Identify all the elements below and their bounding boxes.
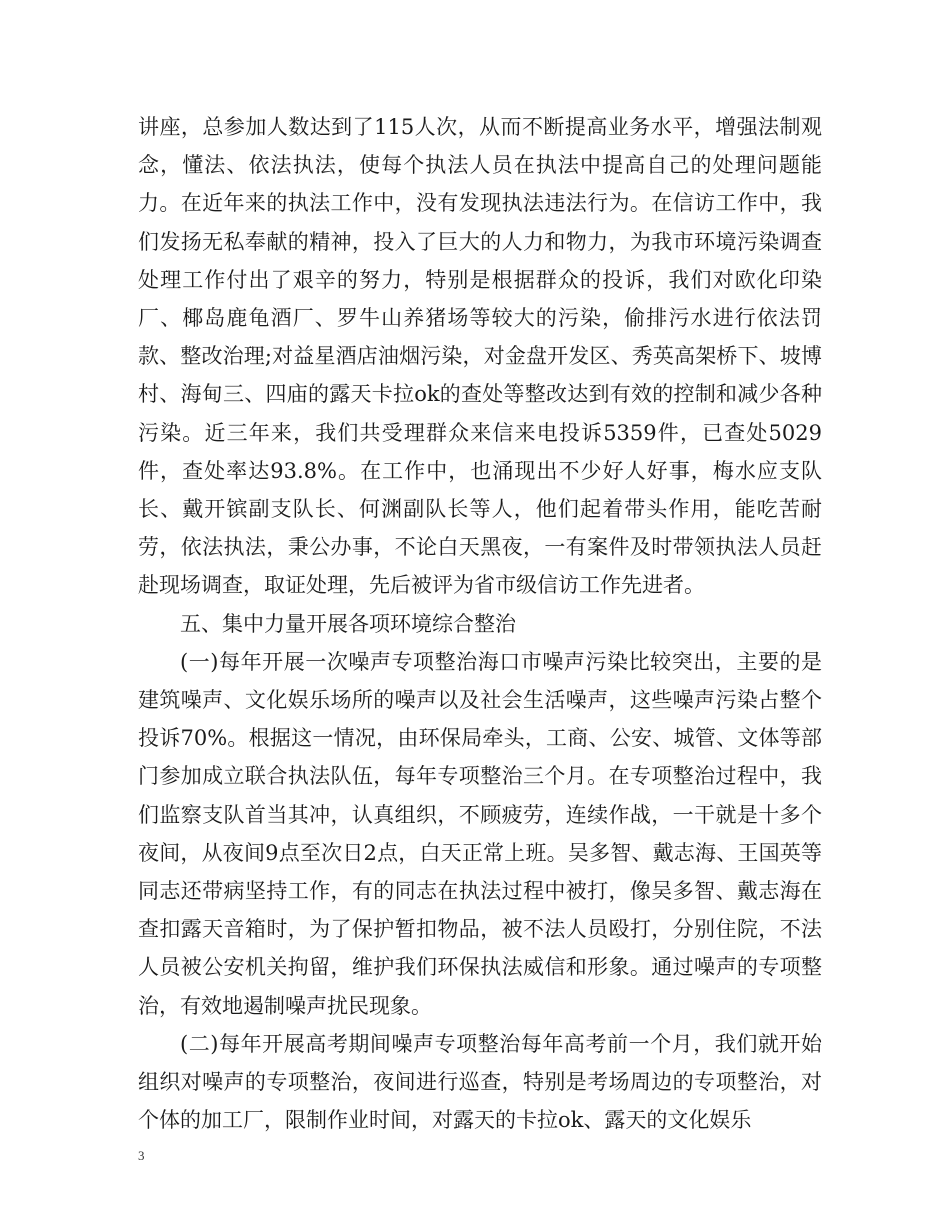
section-heading: 五、集中力量开展各项环境综合整治 (180, 611, 516, 636)
page-number: 3 (138, 1148, 145, 1163)
paragraph-continuation: 讲座，总参加人数达到了115人次，从而不断提高业务水平，增强法制观念，懂法、依法执法，使每个执法人员在执法中提高自己的处理问题能力。在近年来的执法工作中，没有发现执法违法行为。在信访工作中，我们发扬无私奉献的精神，投入了巨大的人力和物力，为我市环境污染调查处理工作付出了艰辛的努力，特别是根据群众的投诉，我们对欧化印染厂、椰岛鹿龟酒厂、罗牛山养猪场等较大的污染，偷排污水进行依法罚款、整改治理;对益星酒店油烟污染，对金盘开发区、秀英高架桥下、坡博村、海甸三、四庙的露天卡拉ok的查处等整改达到有效的控制和减少各种污染。近三年来，我们共受理群众来信来电投诉5359件，已查处5029件，查处率达93.8%。在工作中，也涌现出不少好人好事，梅水应支队长、戴开镔副支队长、何渊副队长等人，他们起着带头作用，能吃苦耐劳，依法执法，秉公办事，不论白天黑夜，一有案件及时带领执法人员赶赴现场调查，取证处理，先后被评为省市级信访工作先进者。 (138, 115, 822, 598)
document-body (138, 108, 822, 1139)
paragraph-item-1: (一)每年开展一次噪声专项整治海口市噪声污染比较突出，主要的是建筑噪声、文化娱乐场所的噪声以及社会生活噪声，这些噪声污染占整个投诉70%。根据这一情况，由环保局牵头，工商、公安、城管、文体等部门参加成立联合执法队伍，每年专项整治三个月。在专项整治过程中，我们监察支队首当其冲，认真组织，不顾疲劳，连续作战，一干就是十多个夜间，从夜间9点至次日2点，白天正常上班。吴多智、戴志海、王国英等同志还带病坚持工作，有的同志在执法过程中被打，像吴多智、戴志海在查扣露天音箱时，为了保护暂扣物品，被不法人员殴打，分别住院，不法人员被公安机关拘留，维护我们环保执法威信和形象。通过噪声的专项整治，有效地遏制噪声扰民现象。 (138, 649, 822, 1018)
paragraph-item-2: (二)每年开展高考期间噪声专项整治每年高考前一个月，我们就开始组织对噪声的专项整治，夜间进行巡查，特别是考场周边的专项整治，对个体的加工厂，限制作业时间，对露天的卡拉ok、露天的文化娱乐 (138, 1031, 822, 1133)
